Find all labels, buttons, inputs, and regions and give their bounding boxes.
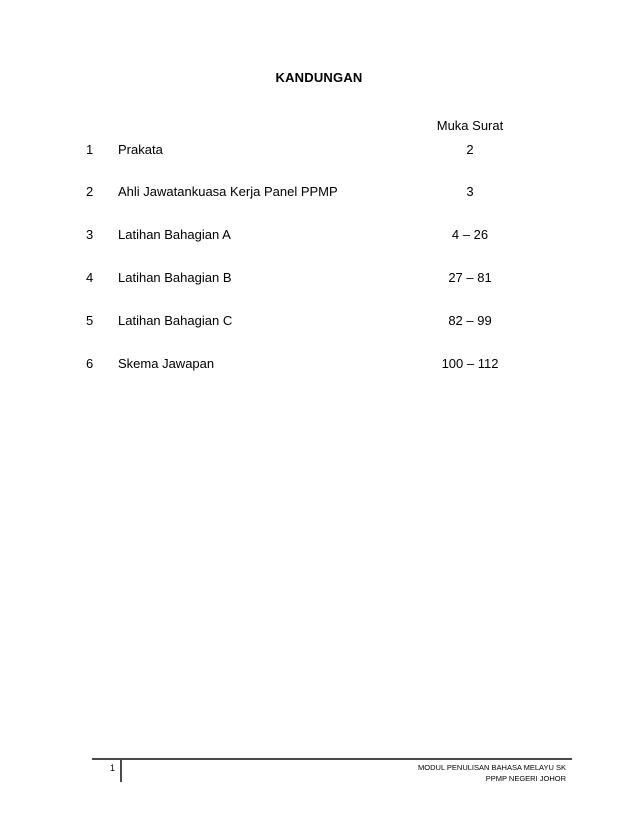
toc-entry-pages: 3 [466,184,474,199]
footer-caption-line1: MODUL PENULISAN BAHASA MELAYU SK [418,763,566,772]
footer-caption-line2: PPMP NEGERI JOHOR [485,774,566,783]
toc-entry-title: Latihan Bahagian B [118,270,232,285]
toc-entry-title: Skema Jawapan [118,356,215,371]
toc-entry-pages: 2 [466,142,474,157]
toc-entry-number: 6 [86,356,94,371]
footer-page-number: 1 [110,763,116,773]
toc-entry [0,313,638,331]
toc-entry-number: 1 [86,142,94,157]
toc-entry [0,184,638,202]
toc-entry [0,356,638,374]
toc-entry-pages: 27 – 81 [448,270,492,285]
toc-entry-number: 3 [86,227,94,242]
toc-entry-pages: 4 – 26 [451,227,489,242]
toc-entry-number: 5 [86,313,94,328]
footer-rule [92,758,572,760]
toc-entry-number: 2 [86,184,94,199]
toc-entry-title: Latihan Bahagian A [118,227,231,242]
toc-entry-title: Ahli Jawatankuasa Kerja Panel PPMP [118,184,338,199]
toc-entry [0,142,638,160]
footer-caption [418,762,566,784]
toc-entry-title: Latihan Bahagian C [118,313,233,328]
toc-entry-pages: 82 – 99 [448,313,492,328]
toc-entry-title: Prakata [118,142,163,157]
page-title: KANDUNGAN [275,70,363,85]
toc-entry-pages: 100 – 112 [441,356,499,371]
toc-entry [0,270,638,288]
toc-entry [0,227,638,245]
toc-entry-number: 4 [86,270,94,285]
footer-divider [120,758,122,782]
page-column-header: Muka Surat [436,118,504,133]
